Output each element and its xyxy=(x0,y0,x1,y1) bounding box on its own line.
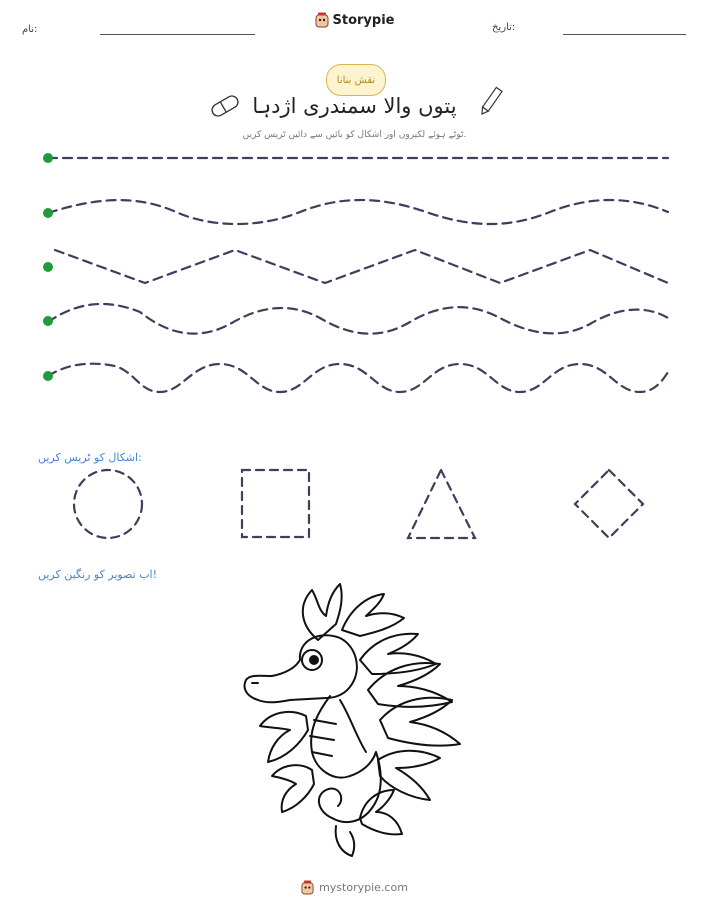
start-dot xyxy=(43,153,53,163)
shapes-section-label: اشکال کو ٹریس کریں: xyxy=(38,451,142,464)
brand-name: Storypie xyxy=(332,12,395,28)
footer-site-link[interactable]: mystorypie.com xyxy=(319,881,408,894)
start-dot xyxy=(43,262,53,272)
leaf-fin xyxy=(272,765,314,812)
page-title: پتوں والا سمندری اژدہا xyxy=(252,94,457,118)
sea-dragon-coloring-illustration xyxy=(230,575,470,865)
date-field-line[interactable] xyxy=(563,34,686,35)
brand-header xyxy=(0,12,709,32)
start-dot xyxy=(43,208,53,218)
crest-leaf xyxy=(342,594,404,636)
tracing-lines-area xyxy=(0,140,709,400)
instructions-subtitle: ٹوٹے ہوئے لکیروں اور اشکال کو بائیں سے دائیں ٹریس کریں. xyxy=(242,130,467,140)
name-field-line[interactable] xyxy=(100,34,255,35)
footer xyxy=(0,880,709,899)
leaf-fin xyxy=(260,712,308,762)
tracing-line-zigzag xyxy=(55,250,668,283)
activity-badge: نقش بنانا xyxy=(326,64,386,96)
name-label: نام: xyxy=(22,24,38,35)
start-dot xyxy=(43,316,53,326)
trace-circle-shape xyxy=(74,470,142,538)
date-label: تاریخ: xyxy=(492,22,516,33)
trace-triangle-shape xyxy=(408,470,475,538)
tracing-line-bumpy-wave xyxy=(48,364,668,392)
coloring-section-label: اب تصویر کو رنگین کریں! xyxy=(38,568,158,581)
leaf-fin xyxy=(360,790,402,834)
tracing-line-wave xyxy=(48,304,668,334)
pencil-icon xyxy=(476,86,506,118)
start-dot xyxy=(43,371,53,381)
trace-square-shape xyxy=(242,470,309,537)
leaf-fin xyxy=(336,826,355,856)
dragon-head xyxy=(245,635,357,702)
dragon-body xyxy=(311,696,381,822)
tracing-line-gentle-wave xyxy=(48,200,668,224)
dragon-tail xyxy=(319,789,341,818)
storypie-logo-icon xyxy=(315,12,329,28)
leaf-fin xyxy=(378,751,440,800)
storypie-footer-logo-icon xyxy=(301,880,314,895)
crest-leaf xyxy=(303,584,342,640)
tracing-shapes-area xyxy=(0,460,709,550)
trace-diamond-shape xyxy=(575,470,643,538)
